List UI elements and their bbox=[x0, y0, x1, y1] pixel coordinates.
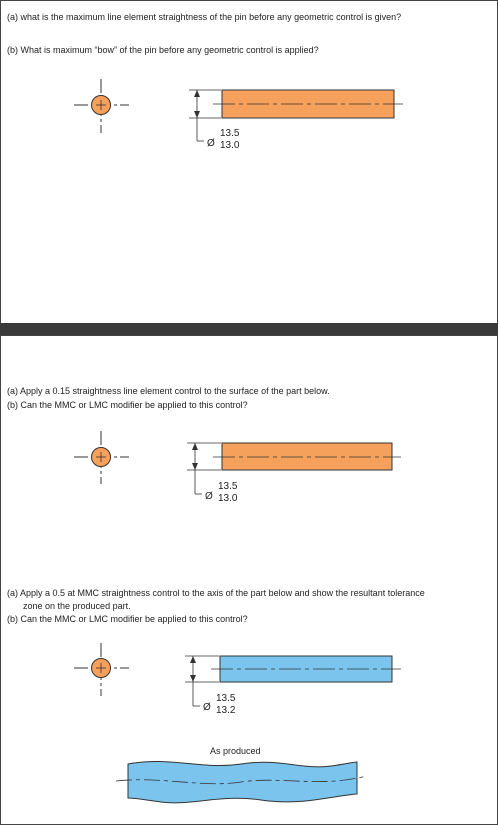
panel-divider bbox=[0, 323, 498, 335]
question-a: (a) Apply a 0.15 straightness line element control to the surface of the part below. bbox=[7, 386, 330, 396]
question-2a-line2: zone on the produced part. bbox=[23, 601, 131, 611]
dimension-min: 13.2 bbox=[216, 705, 236, 716]
dimension-max: 13.5 bbox=[216, 693, 236, 704]
question-b: (b) Can the MMC or LMC modifier be applied to this control? bbox=[7, 400, 248, 410]
diameter-symbol: Ø bbox=[205, 491, 213, 502]
dimension-min: 13.0 bbox=[218, 493, 238, 504]
exercise-panel-1 bbox=[0, 0, 498, 324]
end-view-circle-icon bbox=[74, 79, 129, 133]
dimension-max: 13.5 bbox=[220, 128, 240, 139]
end-view-circle-icon bbox=[74, 643, 129, 696]
dimension-max: 13.5 bbox=[218, 481, 238, 492]
as-produced-bent-pin bbox=[116, 761, 366, 802]
question-2a-line1: (a) Apply a 0.5 at MMC straightness control to the axis of the part below and show the resultant tolerance bbox=[7, 588, 425, 598]
pin-drawings-2 bbox=[1, 336, 497, 824]
pin-drawing-1 bbox=[1, 1, 497, 323]
end-view-circle-icon bbox=[74, 431, 129, 484]
question-b: (b) What is maximum “bow” of the pin before any geometric control is applied? bbox=[7, 45, 319, 55]
diameter-symbol: Ø bbox=[203, 702, 211, 713]
diameter-symbol: Ø bbox=[207, 138, 215, 149]
question-a: (a) what is the maximum line element straightness of the pin before any geometric control is given? bbox=[7, 12, 402, 22]
exercise-panel-2 bbox=[0, 335, 498, 825]
as-produced-caption: As produced bbox=[210, 746, 261, 756]
dimension-min: 13.0 bbox=[220, 140, 240, 151]
question-2b: (b) Can the MMC or LMC modifier be applied to this control? bbox=[7, 614, 248, 624]
